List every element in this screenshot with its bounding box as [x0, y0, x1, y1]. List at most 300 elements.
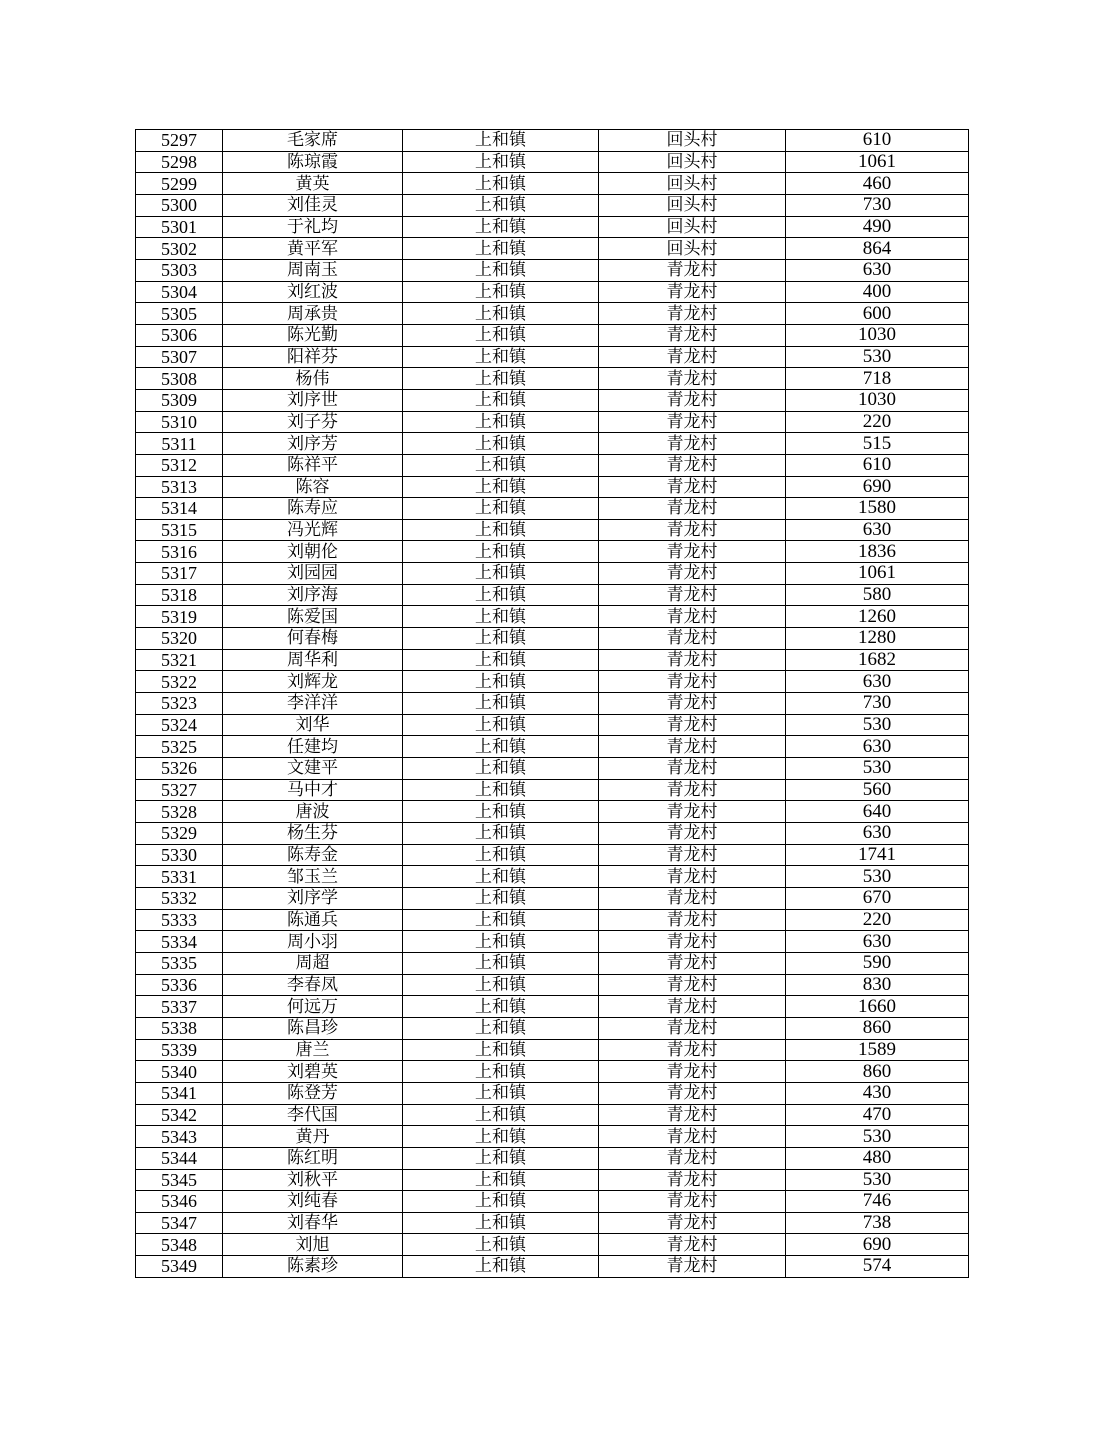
cell-name: 陈琼霞 [223, 151, 403, 173]
cell-town: 上和镇 [403, 541, 599, 563]
cell-village: 青龙村 [599, 844, 786, 866]
cell-amount: 460 [786, 173, 969, 195]
cell-amount: 690 [786, 1234, 969, 1256]
cell-id: 5297 [136, 130, 223, 152]
cell-name: 周南玉 [223, 259, 403, 281]
cell-id: 5338 [136, 1017, 223, 1039]
cell-village: 青龙村 [599, 736, 786, 758]
cell-id: 5345 [136, 1169, 223, 1191]
table-row [136, 1256, 969, 1278]
cell-amount: 530 [786, 714, 969, 736]
cell-amount: 1061 [786, 563, 969, 585]
cell-name: 陈爱国 [223, 606, 403, 628]
cell-id: 5349 [136, 1256, 223, 1278]
cell-town: 上和镇 [403, 1126, 599, 1148]
cell-town: 上和镇 [403, 151, 599, 173]
cell-id: 5308 [136, 368, 223, 390]
cell-amount: 560 [786, 779, 969, 801]
cell-town: 上和镇 [403, 584, 599, 606]
cell-amount: 630 [786, 259, 969, 281]
cell-name: 刘序海 [223, 584, 403, 606]
cell-amount: 220 [786, 909, 969, 931]
table-row [136, 1082, 969, 1104]
cell-town: 上和镇 [403, 736, 599, 758]
table-row [136, 736, 969, 758]
cell-town: 上和镇 [403, 606, 599, 628]
cell-village: 青龙村 [599, 1234, 786, 1256]
cell-id: 5302 [136, 238, 223, 260]
cell-amount: 610 [786, 130, 969, 152]
cell-id: 5314 [136, 498, 223, 520]
cell-name: 黄丹 [223, 1126, 403, 1148]
cell-village: 青龙村 [599, 1169, 786, 1191]
cell-village: 青龙村 [599, 1212, 786, 1234]
cell-id: 5319 [136, 606, 223, 628]
cell-amount: 1030 [786, 389, 969, 411]
cell-town: 上和镇 [403, 693, 599, 715]
cell-town: 上和镇 [403, 1256, 599, 1278]
cell-village: 回头村 [599, 151, 786, 173]
cell-id: 5323 [136, 693, 223, 715]
cell-town: 上和镇 [403, 931, 599, 953]
cell-town: 上和镇 [403, 433, 599, 455]
cell-id: 5306 [136, 324, 223, 346]
cell-village: 青龙村 [599, 996, 786, 1018]
table-row [136, 628, 969, 650]
table-row [136, 194, 969, 216]
table-row [136, 823, 969, 845]
cell-village: 青龙村 [599, 389, 786, 411]
table-row [136, 996, 969, 1018]
table-row [136, 1212, 969, 1234]
cell-name: 刘红波 [223, 281, 403, 303]
cell-town: 上和镇 [403, 1039, 599, 1061]
cell-town: 上和镇 [403, 1169, 599, 1191]
cell-name: 周超 [223, 952, 403, 974]
cell-village: 青龙村 [599, 454, 786, 476]
cell-town: 上和镇 [403, 1212, 599, 1234]
cell-id: 5312 [136, 454, 223, 476]
cell-village: 青龙村 [599, 909, 786, 931]
cell-village: 青龙村 [599, 952, 786, 974]
cell-town: 上和镇 [403, 303, 599, 325]
cell-id: 5311 [136, 433, 223, 455]
table-body [136, 130, 969, 1278]
cell-id: 5328 [136, 801, 223, 823]
cell-village: 青龙村 [599, 346, 786, 368]
cell-name: 陈素珍 [223, 1256, 403, 1278]
cell-id: 5298 [136, 151, 223, 173]
cell-amount: 1580 [786, 498, 969, 520]
cell-id: 5318 [136, 584, 223, 606]
cell-name: 陈昌珍 [223, 1017, 403, 1039]
cell-id: 5332 [136, 887, 223, 909]
cell-id: 5299 [136, 173, 223, 195]
cell-amount: 515 [786, 433, 969, 455]
cell-amount: 830 [786, 974, 969, 996]
cell-village: 青龙村 [599, 281, 786, 303]
cell-id: 5326 [136, 758, 223, 780]
cell-town: 上和镇 [403, 1061, 599, 1083]
cell-village: 青龙村 [599, 1082, 786, 1104]
table-row [136, 1147, 969, 1169]
cell-amount: 630 [786, 931, 969, 953]
cell-name: 黄平军 [223, 238, 403, 260]
cell-amount: 220 [786, 411, 969, 433]
cell-name: 刘序世 [223, 389, 403, 411]
cell-name: 何春梅 [223, 628, 403, 650]
cell-town: 上和镇 [403, 844, 599, 866]
cell-id: 5347 [136, 1212, 223, 1234]
table-row [136, 779, 969, 801]
cell-village: 青龙村 [599, 931, 786, 953]
cell-town: 上和镇 [403, 801, 599, 823]
cell-id: 5331 [136, 866, 223, 888]
cell-town: 上和镇 [403, 649, 599, 671]
cell-village: 青龙村 [599, 584, 786, 606]
cell-name: 陈容 [223, 476, 403, 498]
cell-town: 上和镇 [403, 909, 599, 931]
cell-town: 上和镇 [403, 130, 599, 152]
cell-amount: 860 [786, 1017, 969, 1039]
cell-name: 任建均 [223, 736, 403, 758]
cell-id: 5340 [136, 1061, 223, 1083]
table-row [136, 173, 969, 195]
cell-name: 毛家席 [223, 130, 403, 152]
cell-amount: 600 [786, 303, 969, 325]
cell-town: 上和镇 [403, 714, 599, 736]
cell-village: 青龙村 [599, 563, 786, 585]
cell-town: 上和镇 [403, 238, 599, 260]
table-row [136, 1039, 969, 1061]
cell-town: 上和镇 [403, 974, 599, 996]
cell-name: 文建平 [223, 758, 403, 780]
cell-id: 5346 [136, 1191, 223, 1213]
table-row [136, 1017, 969, 1039]
cell-town: 上和镇 [403, 411, 599, 433]
cell-village: 青龙村 [599, 628, 786, 650]
table-row [136, 1169, 969, 1191]
cell-amount: 730 [786, 194, 969, 216]
cell-town: 上和镇 [403, 779, 599, 801]
cell-amount: 718 [786, 368, 969, 390]
cell-name: 李洋洋 [223, 693, 403, 715]
table-row [136, 1061, 969, 1083]
cell-name: 刘旭 [223, 1234, 403, 1256]
cell-village: 青龙村 [599, 1256, 786, 1278]
cell-name: 陈寿金 [223, 844, 403, 866]
cell-village: 青龙村 [599, 649, 786, 671]
cell-amount: 730 [786, 693, 969, 715]
cell-id: 5315 [136, 519, 223, 541]
cell-amount: 530 [786, 866, 969, 888]
cell-name: 刘纯春 [223, 1191, 403, 1213]
cell-name: 杨生芬 [223, 823, 403, 845]
table-row [136, 563, 969, 585]
table-row [136, 693, 969, 715]
cell-village: 青龙村 [599, 411, 786, 433]
cell-village: 青龙村 [599, 779, 786, 801]
cell-town: 上和镇 [403, 346, 599, 368]
cell-amount: 530 [786, 346, 969, 368]
cell-id: 5305 [136, 303, 223, 325]
cell-name: 刘佳灵 [223, 194, 403, 216]
cell-name: 黄英 [223, 173, 403, 195]
cell-town: 上和镇 [403, 194, 599, 216]
cell-town: 上和镇 [403, 519, 599, 541]
table-row [136, 151, 969, 173]
cell-town: 上和镇 [403, 563, 599, 585]
cell-id: 5342 [136, 1104, 223, 1126]
cell-id: 5322 [136, 671, 223, 693]
table-row [136, 887, 969, 909]
cell-town: 上和镇 [403, 628, 599, 650]
cell-town: 上和镇 [403, 498, 599, 520]
table-row [136, 454, 969, 476]
table-row [136, 389, 969, 411]
cell-amount: 574 [786, 1256, 969, 1278]
table-row [136, 952, 969, 974]
cell-id: 5336 [136, 974, 223, 996]
cell-id: 5310 [136, 411, 223, 433]
cell-amount: 1260 [786, 606, 969, 628]
cell-town: 上和镇 [403, 1234, 599, 1256]
table-row [136, 1126, 969, 1148]
cell-amount: 1061 [786, 151, 969, 173]
cell-id: 5307 [136, 346, 223, 368]
cell-village: 青龙村 [599, 866, 786, 888]
cell-village: 青龙村 [599, 606, 786, 628]
cell-id: 5333 [136, 909, 223, 931]
table-row [136, 238, 969, 260]
cell-id: 5313 [136, 476, 223, 498]
cell-village: 青龙村 [599, 693, 786, 715]
cell-village: 青龙村 [599, 303, 786, 325]
cell-id: 5334 [136, 931, 223, 953]
cell-village: 回头村 [599, 238, 786, 260]
cell-amount: 530 [786, 1169, 969, 1191]
cell-id: 5303 [136, 259, 223, 281]
cell-village: 青龙村 [599, 1061, 786, 1083]
table-row [136, 1191, 969, 1213]
table-row [136, 541, 969, 563]
cell-village: 青龙村 [599, 801, 786, 823]
cell-name: 冯光辉 [223, 519, 403, 541]
cell-town: 上和镇 [403, 996, 599, 1018]
cell-name: 刘园园 [223, 563, 403, 585]
cell-village: 青龙村 [599, 887, 786, 909]
cell-town: 上和镇 [403, 476, 599, 498]
cell-village: 青龙村 [599, 368, 786, 390]
cell-town: 上和镇 [403, 1147, 599, 1169]
cell-name: 于礼均 [223, 216, 403, 238]
table-row [136, 346, 969, 368]
cell-town: 上和镇 [403, 259, 599, 281]
table-row [136, 584, 969, 606]
cell-village: 青龙村 [599, 714, 786, 736]
table-row [136, 216, 969, 238]
cell-town: 上和镇 [403, 454, 599, 476]
cell-id: 5300 [136, 194, 223, 216]
table-row [136, 606, 969, 628]
cell-village: 青龙村 [599, 823, 786, 845]
cell-village: 青龙村 [599, 1147, 786, 1169]
cell-name: 刘碧英 [223, 1061, 403, 1083]
cell-amount: 490 [786, 216, 969, 238]
cell-amount: 530 [786, 1126, 969, 1148]
cell-village: 回头村 [599, 173, 786, 195]
cell-id: 5329 [136, 823, 223, 845]
cell-name: 周华利 [223, 649, 403, 671]
cell-village: 青龙村 [599, 1104, 786, 1126]
cell-id: 5304 [136, 281, 223, 303]
cell-village: 回头村 [599, 216, 786, 238]
table-row [136, 259, 969, 281]
cell-id: 5348 [136, 1234, 223, 1256]
cell-amount: 530 [786, 758, 969, 780]
cell-id: 5324 [136, 714, 223, 736]
cell-amount: 690 [786, 476, 969, 498]
cell-amount: 1589 [786, 1039, 969, 1061]
cell-name: 李代国 [223, 1104, 403, 1126]
cell-name: 刘朝伦 [223, 541, 403, 563]
cell-name: 陈红明 [223, 1147, 403, 1169]
cell-name: 刘秋平 [223, 1169, 403, 1191]
table-row [136, 974, 969, 996]
cell-village: 青龙村 [599, 974, 786, 996]
cell-name: 阳祥芬 [223, 346, 403, 368]
cell-village: 青龙村 [599, 433, 786, 455]
cell-id: 5341 [136, 1082, 223, 1104]
cell-id: 5337 [136, 996, 223, 1018]
cell-id: 5317 [136, 563, 223, 585]
cell-name: 周小羽 [223, 931, 403, 953]
table-row [136, 1104, 969, 1126]
cell-amount: 430 [786, 1082, 969, 1104]
cell-amount: 670 [786, 887, 969, 909]
cell-name: 刘春华 [223, 1212, 403, 1234]
cell-amount: 630 [786, 671, 969, 693]
table-row [136, 498, 969, 520]
table-row [136, 281, 969, 303]
cell-amount: 864 [786, 238, 969, 260]
table-row [136, 324, 969, 346]
cell-town: 上和镇 [403, 173, 599, 195]
cell-id: 5301 [136, 216, 223, 238]
cell-name: 刘辉龙 [223, 671, 403, 693]
cell-village: 青龙村 [599, 1017, 786, 1039]
cell-id: 5327 [136, 779, 223, 801]
cell-id: 5321 [136, 649, 223, 671]
cell-id: 5316 [136, 541, 223, 563]
cell-amount: 746 [786, 1191, 969, 1213]
cell-amount: 860 [786, 1061, 969, 1083]
cell-name: 杨伟 [223, 368, 403, 390]
cell-name: 陈祥平 [223, 454, 403, 476]
cell-town: 上和镇 [403, 1191, 599, 1213]
cell-amount: 580 [786, 584, 969, 606]
cell-amount: 400 [786, 281, 969, 303]
subsidy-table [135, 129, 969, 1278]
cell-village: 青龙村 [599, 476, 786, 498]
cell-village: 青龙村 [599, 324, 786, 346]
cell-amount: 1682 [786, 649, 969, 671]
cell-amount: 1280 [786, 628, 969, 650]
cell-town: 上和镇 [403, 1104, 599, 1126]
cell-name: 陈寿应 [223, 498, 403, 520]
cell-village: 青龙村 [599, 1191, 786, 1213]
cell-name: 陈通兵 [223, 909, 403, 931]
cell-name: 李春凤 [223, 974, 403, 996]
cell-name: 刘序芳 [223, 433, 403, 455]
table-row [136, 909, 969, 931]
cell-name: 邹玉兰 [223, 866, 403, 888]
cell-town: 上和镇 [403, 952, 599, 974]
table-row [136, 1234, 969, 1256]
cell-id: 5325 [136, 736, 223, 758]
table-row [136, 671, 969, 693]
cell-amount: 480 [786, 1147, 969, 1169]
cell-amount: 640 [786, 801, 969, 823]
cell-village: 青龙村 [599, 541, 786, 563]
cell-id: 5335 [136, 952, 223, 974]
cell-town: 上和镇 [403, 368, 599, 390]
cell-town: 上和镇 [403, 324, 599, 346]
cell-village: 青龙村 [599, 1039, 786, 1061]
table-row [136, 649, 969, 671]
cell-id: 5330 [136, 844, 223, 866]
table-row [136, 476, 969, 498]
table-row [136, 801, 969, 823]
table-row [136, 866, 969, 888]
cell-name: 陈光勤 [223, 324, 403, 346]
cell-name: 何远万 [223, 996, 403, 1018]
cell-town: 上和镇 [403, 389, 599, 411]
cell-name: 唐波 [223, 801, 403, 823]
cell-amount: 630 [786, 823, 969, 845]
cell-village: 青龙村 [599, 519, 786, 541]
cell-village: 青龙村 [599, 1126, 786, 1148]
cell-amount: 630 [786, 519, 969, 541]
table-row [136, 368, 969, 390]
cell-town: 上和镇 [403, 823, 599, 845]
cell-amount: 610 [786, 454, 969, 476]
cell-name: 刘子芬 [223, 411, 403, 433]
cell-id: 5343 [136, 1126, 223, 1148]
cell-name: 马中才 [223, 779, 403, 801]
cell-village: 青龙村 [599, 758, 786, 780]
cell-town: 上和镇 [403, 866, 599, 888]
cell-id: 5339 [136, 1039, 223, 1061]
cell-amount: 738 [786, 1212, 969, 1234]
cell-village: 青龙村 [599, 671, 786, 693]
cell-town: 上和镇 [403, 1017, 599, 1039]
table-row [136, 844, 969, 866]
cell-town: 上和镇 [403, 1082, 599, 1104]
cell-amount: 1741 [786, 844, 969, 866]
table-row [136, 433, 969, 455]
table-row [136, 303, 969, 325]
table-row [136, 519, 969, 541]
table-row [136, 130, 969, 152]
table-row [136, 931, 969, 953]
cell-name: 唐兰 [223, 1039, 403, 1061]
cell-town: 上和镇 [403, 758, 599, 780]
cell-amount: 1836 [786, 541, 969, 563]
cell-village: 青龙村 [599, 498, 786, 520]
cell-name: 刘华 [223, 714, 403, 736]
cell-town: 上和镇 [403, 281, 599, 303]
